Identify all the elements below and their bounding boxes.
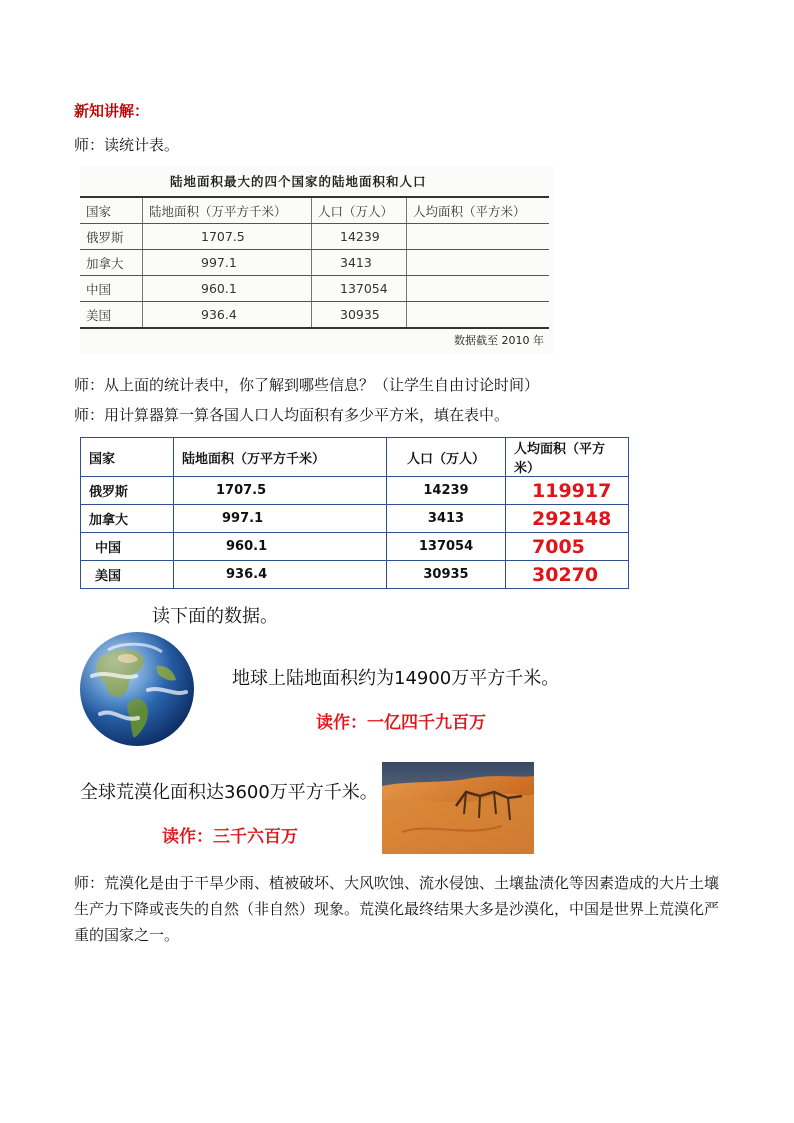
- filled-cell-area: 997.1: [174, 505, 387, 533]
- filled-cell-per-capita: 7005: [506, 533, 629, 561]
- filled-header-cell: 人均面积（平方米）: [506, 438, 629, 477]
- desert-image: [382, 762, 534, 854]
- filled-cell-per-capita: 30270: [506, 561, 629, 589]
- scan-cell-country: 俄罗斯: [80, 224, 143, 250]
- scan-cell-population: 14239: [312, 224, 407, 250]
- filled-cell-country: 中国: [81, 533, 174, 561]
- scan-header-cell: 国家: [80, 197, 143, 224]
- scan-cell-per-capita: [407, 276, 550, 302]
- desertification-area-text: 全球荒漠化面积达3600万平方千米。: [80, 782, 378, 803]
- scan-cell-area: 1707.5: [143, 224, 312, 250]
- table-row: [81, 505, 629, 533]
- filled-cell-country: 加拿大: [81, 505, 174, 533]
- table-row: [80, 250, 549, 276]
- scan-cell-country: 加拿大: [80, 250, 143, 276]
- filled-cell-population: 14239: [387, 477, 506, 505]
- scan-cell-area: 960.1: [143, 276, 312, 302]
- scanned-statistics-table: [80, 166, 554, 354]
- scan-table-title: 陆地面积最大的四个国家的陆地面积和人口: [170, 174, 427, 189]
- filled-header-cell: 国家: [81, 438, 174, 477]
- teacher-line-calculate: 师：用计算器算一算各国人口人均面积有多少平方米，填在表中。: [74, 406, 510, 424]
- scan-cell-per-capita: [407, 250, 550, 276]
- table-row: [81, 533, 629, 561]
- desertification-reading: 读作：三千六百万: [162, 827, 298, 847]
- filled-cell-population: 3413: [387, 505, 506, 533]
- scan-header-cell: 人口（万人）: [312, 197, 407, 224]
- teacher-line-question: 师：从上面的统计表中，你了解到哪些信息？（让学生自由讨论时间）: [74, 376, 540, 394]
- filled-cell-country: 美国: [81, 561, 174, 589]
- filled-cell-per-capita: 292148: [506, 505, 629, 533]
- filled-cell-area: 960.1: [174, 533, 387, 561]
- filled-table-header-row: [81, 438, 629, 477]
- table-row: [80, 224, 549, 250]
- scan-cell-country: 美国: [80, 302, 143, 329]
- earth-reading: 读作：一亿四千九百万: [316, 713, 486, 733]
- scan-table-note: 数据截至 2010 年: [454, 334, 544, 347]
- teacher-line-read-table: 师：读统计表。: [74, 136, 180, 154]
- filled-statistics-table: [80, 437, 629, 589]
- scan-table: [80, 196, 549, 329]
- scan-table-header-row: [80, 197, 549, 224]
- scan-header-cell: 人均面积（平方米）: [407, 197, 550, 224]
- read-data-heading: 读下面的数据。: [152, 606, 278, 627]
- filled-cell-population: 137054: [387, 533, 506, 561]
- filled-header-cell: 人口（万人）: [387, 438, 506, 477]
- section-title: 新知讲解：: [74, 102, 150, 120]
- table-row: [80, 302, 549, 329]
- scan-header-cell: 陆地面积（万平方千米）: [143, 197, 312, 224]
- filled-header-cell: 陆地面积（万平方千米）: [174, 438, 387, 477]
- scan-cell-area: 997.1: [143, 250, 312, 276]
- desertification-paragraph: 师：荒漠化是由于干旱少雨、植被破坏、大风吹蚀、流水侵蚀、土壤盐渍化等因素造成的大片土壤生产力下降或丧失的自然（非自然）现象。荒漠化最终结果大多是沙漠化，中国是世界上荒漠化严重的国家之一。: [74, 874, 720, 944]
- earth-land-area-text: 地球上陆地面积约为14900万平方千米。: [232, 668, 560, 689]
- scan-cell-population: 3413: [312, 250, 407, 276]
- filled-cell-country: 俄罗斯: [81, 477, 174, 505]
- scan-cell-country: 中国: [80, 276, 143, 302]
- scan-cell-population: 137054: [312, 276, 407, 302]
- table-row: [81, 477, 629, 505]
- scan-cell-per-capita: [407, 224, 550, 250]
- scan-cell-population: 30935: [312, 302, 407, 329]
- scan-cell-per-capita: [407, 302, 550, 329]
- filled-cell-population: 30935: [387, 561, 506, 589]
- earth-image: [78, 630, 196, 748]
- table-row: [80, 276, 549, 302]
- filled-cell-area: 1707.5: [174, 477, 387, 505]
- filled-cell-per-capita: 119917: [506, 477, 629, 505]
- scan-cell-area: 936.4: [143, 302, 312, 329]
- table-row: [81, 561, 629, 589]
- filled-cell-area: 936.4: [174, 561, 387, 589]
